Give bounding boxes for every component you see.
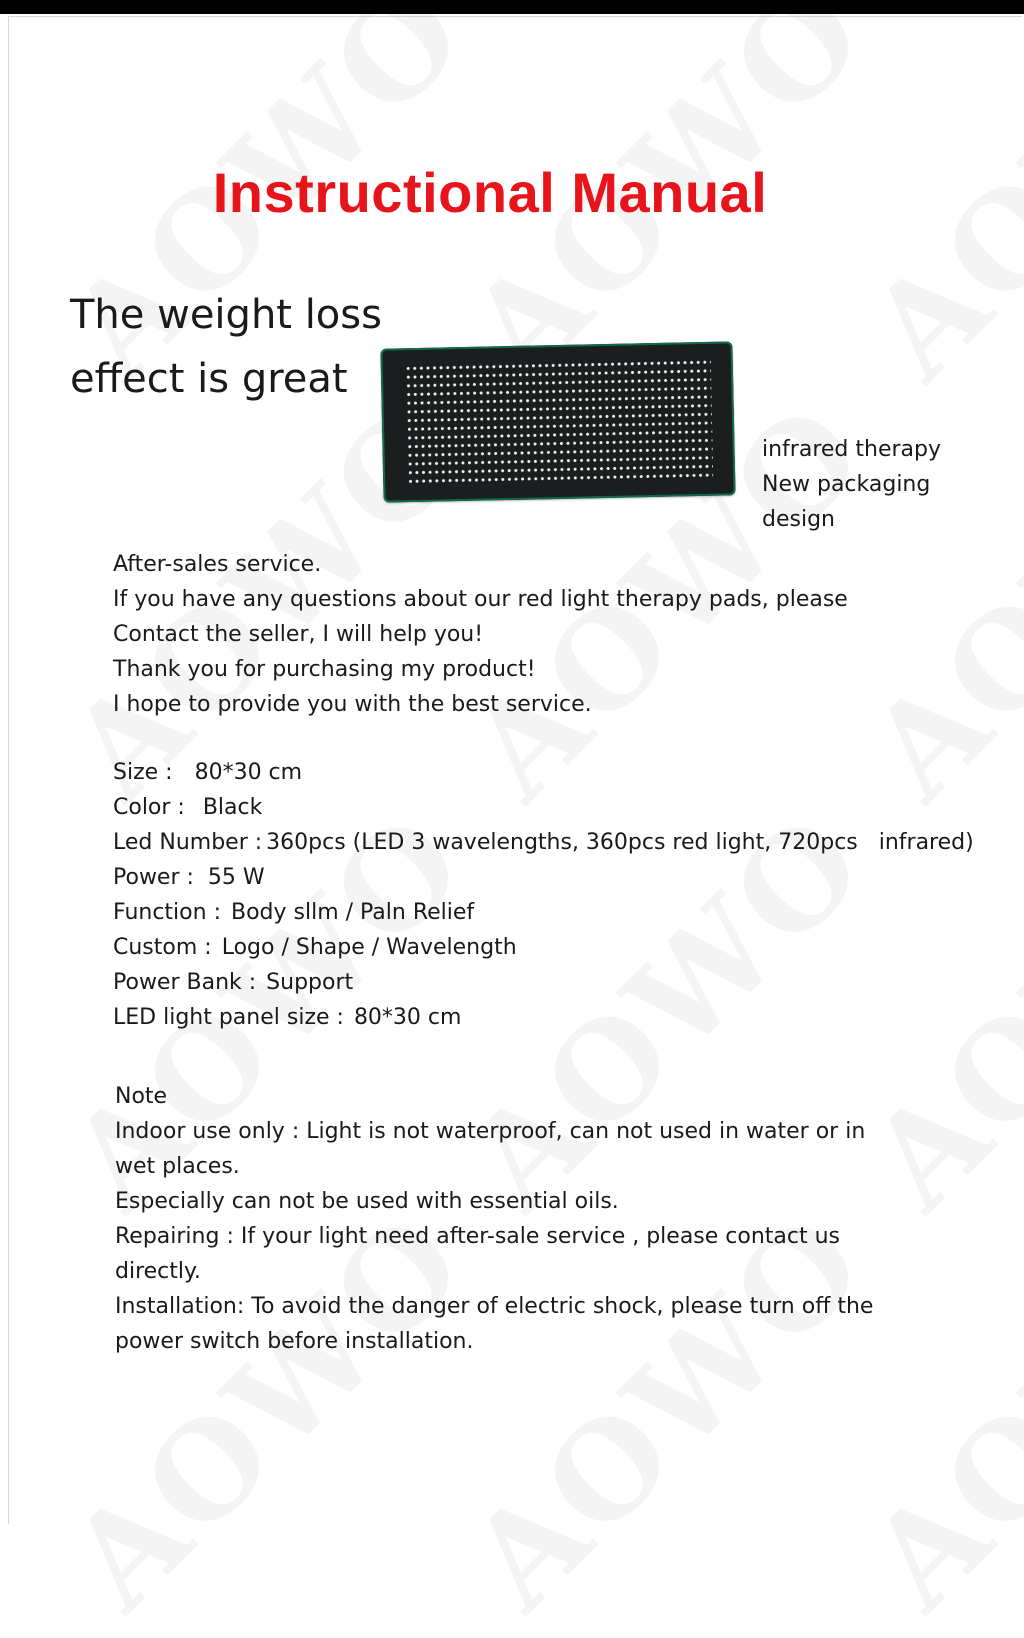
spec-label: Led Number :: [113, 830, 263, 855]
note-line: Indoor use only : Light is not waterproof, can not used in water or in: [115, 1119, 866, 1144]
spec-size: [113, 755, 974, 790]
led-dots: [405, 358, 713, 486]
headline-line: effect is great: [70, 356, 348, 402]
spec-custom: [113, 930, 974, 965]
spec-value: Logo / Shape / Wavelength: [221, 935, 517, 960]
spec-function: [113, 895, 974, 930]
spec-power: [113, 860, 974, 895]
spec-label: LED light panel size :: [113, 1005, 344, 1030]
after-sales-line: If you have any questions about our red light therapy pads, please: [113, 587, 848, 612]
headline: [70, 283, 382, 411]
note-section: [115, 1079, 873, 1359]
note-line: Installation: To avoid the danger of electric shock, please turn off the: [115, 1294, 874, 1319]
spec-label: Power Bank :: [113, 970, 257, 995]
spec-value: 80*30 cm: [353, 1005, 462, 1030]
note-line: Repairing : If your light need after-sale service , please contact us: [115, 1224, 841, 1249]
page-title: Instructional Manual: [212, 161, 768, 224]
spec-color: [113, 790, 974, 825]
note-line: wet places.: [115, 1154, 240, 1179]
spec-label: Function :: [113, 900, 221, 925]
spec-power-bank: [113, 965, 974, 1000]
after-sales-line: Thank you for purchasing my product!: [113, 657, 536, 682]
spec-led-number: [113, 825, 974, 860]
led-therapy-pad-image: [380, 341, 735, 502]
caption-line: design: [762, 507, 835, 532]
spec-value: 80*30 cm: [194, 760, 303, 785]
caption-line: infrared therapy: [762, 437, 941, 462]
spec-value: Support: [266, 970, 354, 995]
spec-label: Color :: [113, 795, 185, 820]
headline-line: The weight loss: [70, 292, 382, 338]
note-line: directly.: [115, 1259, 201, 1284]
spec-label: Power :: [113, 865, 194, 890]
note-line: Especially can not be used with essential oils.: [115, 1189, 619, 1214]
note-line: power switch before installation.: [115, 1329, 474, 1354]
spec-value: 55 W: [207, 865, 265, 890]
top-black-bar: [0, 0, 1024, 14]
after-sales-heading: After-sales service.: [113, 552, 322, 577]
spec-value: Black: [202, 795, 263, 820]
spec-label: Custom :: [113, 935, 212, 960]
caption-line: New packaging: [762, 472, 931, 497]
after-sales-section: [113, 547, 848, 722]
product-caption: [762, 432, 941, 537]
note-heading: Note: [115, 1084, 168, 1109]
spec-label: Size :: [113, 760, 173, 785]
spec-panel-size: [113, 1000, 974, 1035]
spec-value: 360pcs (LED 3 wavelengths, 360pcs red light, 720pcs infrared): [266, 830, 974, 855]
spec-value: Body sllm / Paln Relief: [230, 900, 475, 925]
specs-section: [113, 755, 974, 1035]
after-sales-line: I hope to provide you with the best service.: [113, 692, 592, 717]
after-sales-line: Contact the seller, I will help you!: [113, 622, 484, 647]
